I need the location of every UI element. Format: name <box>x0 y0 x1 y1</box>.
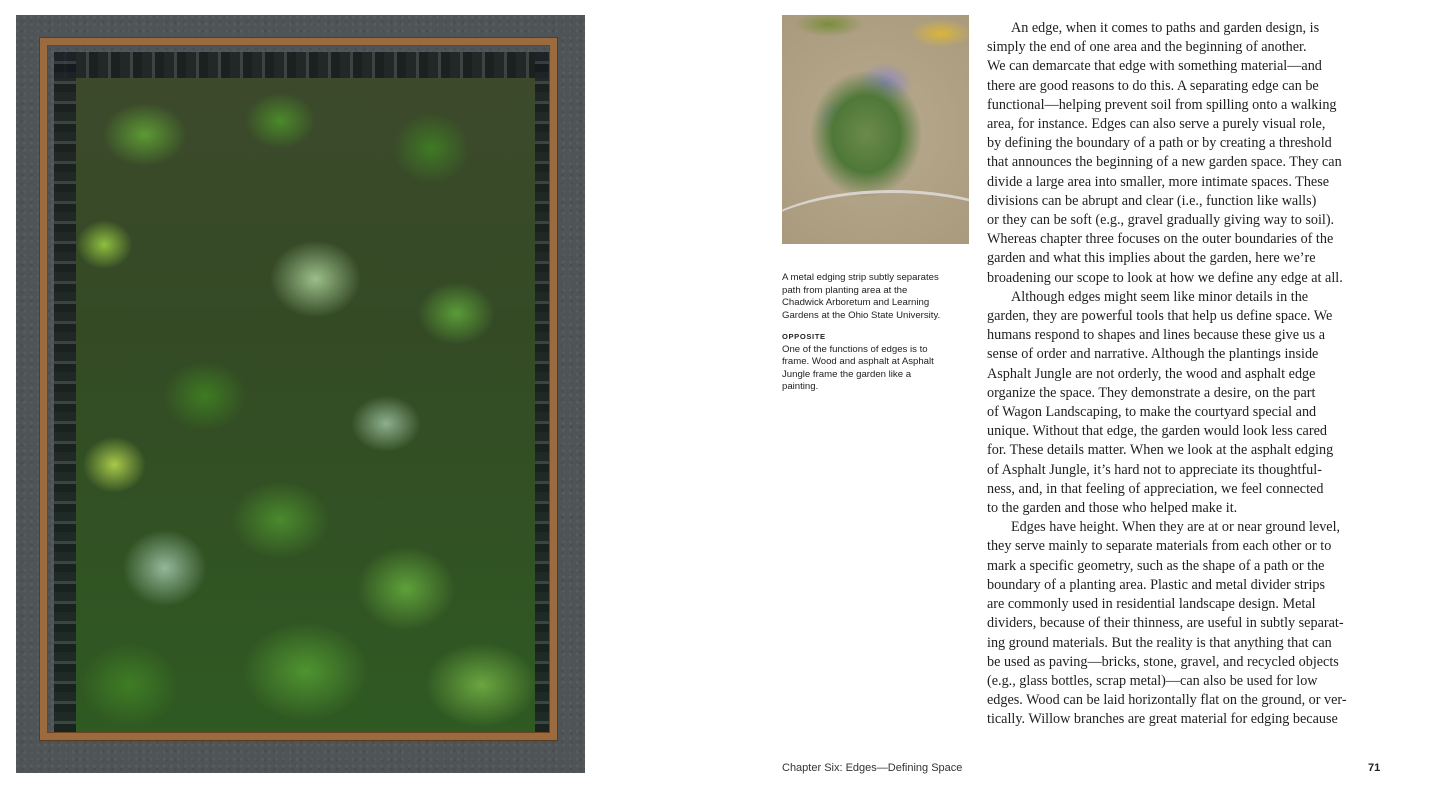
body-line: that announces the beginning of a new garden space. They can <box>987 154 1342 171</box>
body-line: boundary of a planting area. Plastic and metal divider strips <box>987 576 1326 593</box>
body-line: there are good reasons to do this. A separating edge can be <box>987 77 1319 94</box>
body-line: mark a specific geometry, such as the shape of a path or the <box>987 557 1325 574</box>
body-line: dividers, because of their thinness, are useful in subtly separat- <box>987 615 1344 632</box>
body-text <box>987 19 1379 730</box>
body-line: ness, and, in that feeling of appreciation, we feel connected <box>987 480 1324 497</box>
body-line: for. These details matter. When we look at the asphalt edging <box>987 442 1334 459</box>
body-line: of Wagon Landscaping, to make the courtyard special and <box>987 404 1317 421</box>
wood-frame <box>40 38 557 740</box>
body-line: humans respond to shapes and lines because these give us a <box>987 327 1326 344</box>
body-line: by defining the boundary of a path or by creating a threshold <box>987 135 1332 152</box>
body-line: functional—helping prevent soil from spilling onto a walking <box>987 96 1337 113</box>
body-line: Whereas chapter three focuses on the outer boundaries of the <box>987 231 1334 248</box>
body-line: sense of order and narrative. Although the plantings inside <box>987 346 1319 363</box>
body-line: Although edges might seem like minor details in the <box>1011 288 1309 305</box>
page-number: 71 <box>1368 762 1381 774</box>
garden-aerial-photo <box>16 15 585 773</box>
body-line: simply the end of one area and the beginning of another. <box>987 39 1307 56</box>
body-line: unique. Without that edge, the garden would look less cared <box>987 423 1327 440</box>
caption-main: A metal edging strip subtly separates path from planting area at the Chadwick Arboretum and Learning Gardens at the Ohio State University. <box>782 272 941 321</box>
body-line: divide a large area into smaller, more intimate spaces. These <box>987 173 1330 190</box>
body-line: (e.g., glass bottles, scrap metal)—can also be used for low <box>987 672 1318 689</box>
body-line: or they can be soft (e.g., gravel gradually giving way to soil). <box>987 212 1335 229</box>
body-line: broadening our scope to look at how we define any edge at all. <box>987 269 1343 286</box>
body-line: garden and what this implies about the garden, here we’re <box>987 250 1316 267</box>
running-footer-chapter: Chapter Six: Edges—Defining Space <box>782 762 963 774</box>
photo-caption <box>782 272 942 394</box>
body-line: tically. Willow branches are great material for edging because <box>987 711 1338 728</box>
caption-opposite: One of the functions of edges is to frame. Wood and asphalt at Asphalt Jungle frame the garden like a painting. <box>782 343 934 392</box>
body-line: Asphalt Jungle are not orderly, the wood and asphalt edge <box>987 365 1316 382</box>
body-line: An edge, when it comes to paths and garden design, is <box>1011 20 1320 36</box>
body-line: We can demarcate that edge with something material—and <box>987 58 1322 75</box>
body-line: of Asphalt Jungle, it’s hard not to appreciate its thoughtful- <box>987 461 1322 478</box>
body-line: Edges have height. When they are at or near ground level, <box>1011 519 1341 536</box>
body-line: organize the space. They demonstrate a desire, on the part <box>987 384 1316 401</box>
body-line: are commonly used in residential landscape design. Metal <box>987 596 1316 613</box>
body-line: divisions can be abrupt and clear (i.e., function like walls) <box>987 192 1317 209</box>
metal-edging-strip <box>782 190 969 244</box>
body-line: garden, they are powerful tools that help us define space. We <box>987 308 1333 325</box>
body-line: edges. Wood can be laid horizontally flat on the ground, or ver- <box>987 692 1347 709</box>
body-line: ing ground materials. But the reality is that anything that can <box>987 634 1332 651</box>
body-line: to the garden and those who helped make it. <box>987 500 1238 517</box>
shrub-photo <box>782 15 969 244</box>
body-line: be used as paving—bricks, stone, gravel, and recycled objects <box>987 653 1339 670</box>
body-line: they serve mainly to separate materials from each other or to <box>987 538 1332 555</box>
caption-label: OPPOSITE <box>782 332 826 341</box>
body-line: area, for instance. Edges can also serve a purely visual role, <box>987 116 1326 133</box>
